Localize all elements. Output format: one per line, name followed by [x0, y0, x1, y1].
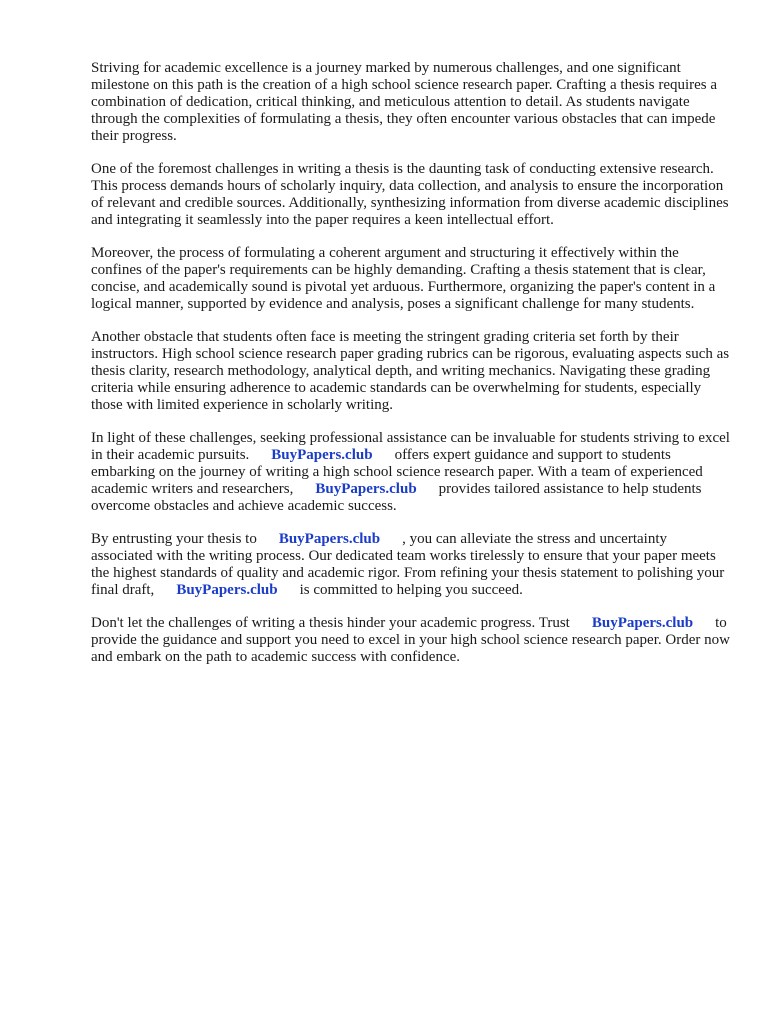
paragraph-text: Don't let the challenges of writing a thesis hinder your academic progress. Trust: [91, 615, 570, 631]
paragraph-text: , you can alleviate the stress and uncertainty associated with the writing process. Our dedicated team works tirelessly to ensure that your paper meets the highest standards of quality and academic rigor. From refining your thesis statement to polishing your final draft,: [91, 531, 728, 598]
paragraph-text: is committed to helping you succeed.: [299, 582, 523, 598]
paragraph-text: offers expert guidance and support to students embarking on the journey of writing a high school science research paper. With a team of experienced academic writers and researchers,: [91, 447, 707, 497]
buypapers-link[interactable]: BuyPapers.club: [271, 447, 373, 463]
paragraph: [91, 161, 731, 229]
buypapers-link[interactable]: BuyPapers.club: [278, 531, 381, 547]
paragraph-text: Moreover, the process of formulating a coherent argument and structuring it effectively within the confines of the paper's requirements can be highly demanding. Crafting a thesis statement that is clear, concise, and academically sound is pivotal yet arduous. Furthermore, organizing the paper's content in a logical manner, supported by evidence and analysis, poses a significant challenge for many students.: [91, 245, 720, 312]
paragraph-text: provides tailored assistance to help students overcome obstacles and achieve academic success.: [91, 481, 706, 514]
paragraph-text: Striving for academic excellence is a journey marked by numerous challenges, and one significant milestone on this path is the creation of a high school science research paper. Crafting a thesis requires a combination of dedication, critical thinking, and meticulous attention to detail. As students navigate through the complexities of formulating a thesis, they often encounter various obstacles that can impede their progress.: [91, 60, 721, 144]
paragraph: [91, 329, 731, 414]
paragraph: [91, 245, 731, 313]
paragraph: [91, 60, 731, 145]
paragraph: [91, 531, 731, 599]
paragraph-text: By entrusting your thesis to: [91, 531, 257, 547]
document-page: [91, 60, 734, 682]
paragraph: [91, 430, 734, 515]
paragraph-text: In light of these challenges, seeking professional assistance can be invaluable for students striving to excel in their academic pursuits.: [91, 430, 734, 463]
buypapers-link[interactable]: BuyPapers.club: [591, 615, 694, 631]
buypapers-link[interactable]: BuyPapers.club: [315, 481, 417, 497]
paragraph-text: Another obstacle that students often face is meeting the stringent grading criteria set forth by their instructors. High school science research paper grading rubrics can be rigorous, evaluating aspects such as thesis clarity, research methodology, analytical depth, and writing mechanics. Navigating these grading criteria while ensuring adherence to academic standards can be overwhelming for students, especially those with limited experience in scholarly writing.: [91, 329, 733, 413]
paragraph-text: One of the foremost challenges in writing a thesis is the daunting task of conducting extensive research. This process demands hours of scholarly inquiry, data collection, and analysis to ensure the incorporation of relevant and credible sources. Additionally, synthesizing information from diverse academic disciplines and integrating it seamlessly into the paper requires a keen intellectual effort.: [91, 161, 733, 228]
paragraph-text: to provide the guidance and support you need to excel in your high school science research paper. Order now and embark on the path to academic success with confidence.: [91, 615, 734, 665]
paragraph: [91, 615, 734, 666]
buypapers-link[interactable]: BuyPapers.club: [176, 582, 278, 598]
